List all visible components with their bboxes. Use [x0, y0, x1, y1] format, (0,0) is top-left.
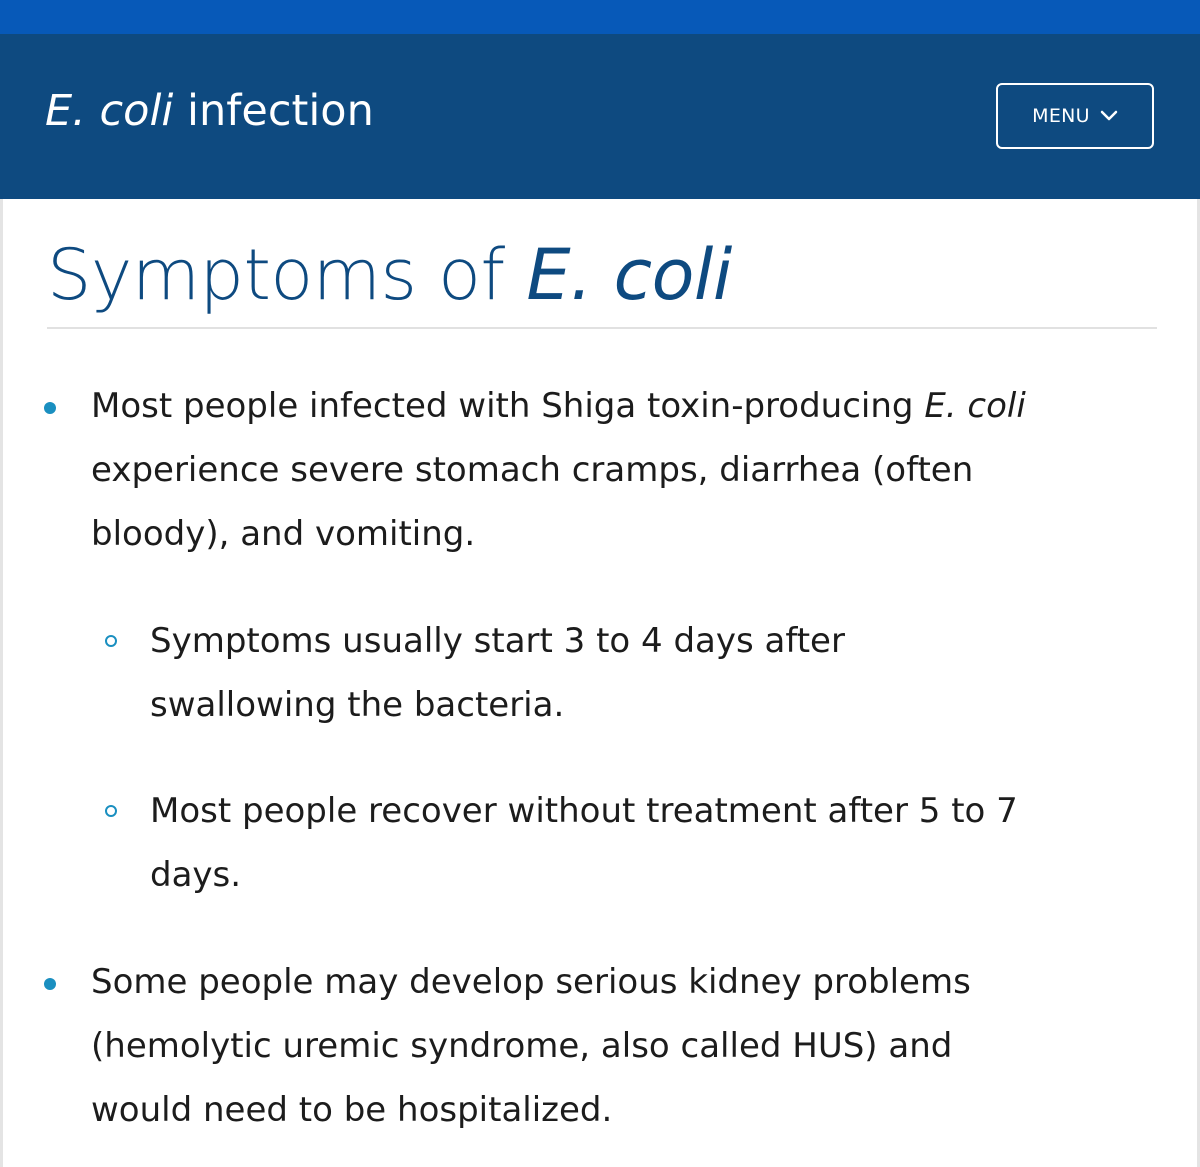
- list-item-line: experience severe stomach cramps, diarrhea (often: [91, 450, 974, 490]
- list-item-line: bloody), and vomiting.: [91, 514, 476, 554]
- site-title-rest: infection: [187, 86, 374, 136]
- list-item-text: Most people infected with Shiga toxin-producing: [91, 386, 925, 426]
- list-item-line: Some people may develop serious kidney problems: [91, 962, 971, 1002]
- menu-button[interactable]: [996, 83, 1154, 149]
- bullet-circle-icon: [105, 805, 117, 817]
- menu-button-label: MENU: [1032, 105, 1090, 127]
- main-content: [0, 199, 1200, 1167]
- list-item-line: Symptoms usually start 3 to 4 days after: [150, 621, 845, 661]
- site-header: [0, 34, 1200, 199]
- heading-divider: [47, 327, 1157, 329]
- site-title[interactable]: [45, 86, 374, 138]
- page-heading-italic: E. coli: [526, 234, 732, 316]
- bullet-disc-icon: [44, 978, 56, 990]
- list-item-italic: E. coli: [924, 386, 1026, 426]
- bullet-circle-icon: [105, 635, 117, 647]
- page-heading: [47, 234, 732, 316]
- list-item-line: [91, 374, 1026, 438]
- page-heading-text: Symptoms of: [47, 234, 527, 316]
- chevron-down-icon: [1100, 110, 1118, 122]
- site-title-italic: E. coli: [45, 86, 174, 136]
- list-item-line: (hemolytic uremic syndrome, also called HUS) and: [91, 1026, 953, 1066]
- list-item-line: Most people recover without treatment after 5 to 7: [150, 791, 1018, 831]
- list-item-line: days.: [150, 855, 242, 895]
- bullet-disc-icon: [44, 402, 56, 414]
- top-accent-bar: [0, 0, 1200, 34]
- list-item-line: would need to be hospitalized.: [91, 1090, 613, 1130]
- list-item-line: swallowing the bacteria.: [150, 685, 565, 725]
